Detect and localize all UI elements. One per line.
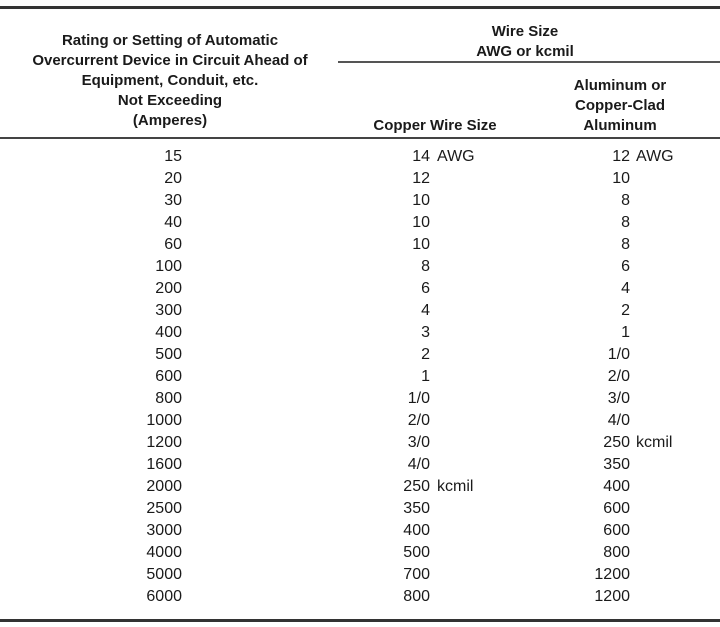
header-rating-line: Equipment, Conduit, etc. (81, 72, 259, 89)
table-row (0, 212, 720, 234)
copper-size-cell: 350 (403, 500, 430, 517)
rating-cell: 4000 (146, 544, 182, 561)
aluminum-size-cell: 8 (621, 192, 630, 209)
rating-cell: 6000 (146, 588, 182, 605)
aluminum-unit-cell: AWG (636, 148, 674, 165)
copper-size-cell: 800 (403, 588, 430, 605)
header-group-rule (338, 61, 720, 63)
copper-size-cell: 2 (421, 346, 430, 363)
copper-size-cell: 10 (412, 192, 430, 209)
copper-size-cell: 8 (421, 258, 430, 275)
aluminum-size-cell: 400 (603, 478, 630, 495)
aluminum-size-cell: 600 (603, 500, 630, 517)
aluminum-size-cell: 4/0 (607, 412, 630, 429)
rating-cell: 15 (164, 148, 182, 165)
rating-cell: 300 (155, 302, 182, 319)
rating-cell: 5000 (146, 566, 182, 583)
table-row (0, 234, 720, 256)
table-row (0, 498, 720, 520)
aluminum-size-cell: 350 (603, 456, 630, 473)
table-row (0, 542, 720, 564)
table-row (0, 410, 720, 432)
aluminum-size-cell: 1/0 (607, 346, 630, 363)
aluminum-size-cell: 8 (621, 236, 630, 253)
rating-cell: 200 (155, 280, 182, 297)
rating-cell: 30 (164, 192, 182, 209)
rating-cell: 2000 (146, 478, 182, 495)
copper-size-cell: 3/0 (407, 434, 430, 451)
header-copper (340, 116, 530, 136)
header-aluminum-line: Copper-Clad (575, 97, 665, 114)
aluminum-size-cell: 3/0 (607, 390, 630, 407)
aluminum-size-cell: 1200 (594, 588, 630, 605)
table-row (0, 322, 720, 344)
table-row (0, 300, 720, 322)
rating-cell: 1200 (146, 434, 182, 451)
copper-size-cell: 1 (421, 368, 430, 385)
rating-cell: 20 (164, 170, 182, 187)
copper-size-cell: 400 (403, 522, 430, 539)
aluminum-size-cell: 2 (621, 302, 630, 319)
rating-cell: 1600 (146, 456, 182, 473)
aluminum-size-cell: 6 (621, 258, 630, 275)
table-row (0, 564, 720, 586)
aluminum-size-cell: 12 (612, 148, 630, 165)
table-row (0, 520, 720, 542)
table-body (0, 146, 720, 608)
aluminum-size-cell: 600 (603, 522, 630, 539)
header-group-line: Wire Size (491, 23, 559, 40)
table-row (0, 366, 720, 388)
table-row (0, 388, 720, 410)
header-rating-line: Not Exceeding (117, 92, 223, 109)
table-row (0, 344, 720, 366)
table-row (0, 476, 720, 498)
header-rating-line: (Amperes) (132, 112, 208, 129)
copper-size-cell: 2/0 (407, 412, 430, 429)
table-row (0, 432, 720, 454)
table-row (0, 146, 720, 168)
rating-cell: 600 (155, 368, 182, 385)
rating-cell: 2500 (146, 500, 182, 517)
copper-size-cell: 500 (403, 544, 430, 561)
header-aluminum (540, 76, 700, 136)
copper-size-cell: 3 (421, 324, 430, 341)
copper-size-cell: 4/0 (407, 456, 430, 473)
aluminum-size-cell: 2/0 (607, 368, 630, 385)
header-aluminum-line: Aluminum (583, 117, 657, 134)
rating-cell: 500 (155, 346, 182, 363)
rating-cell: 800 (155, 390, 182, 407)
aluminum-size-cell: 1200 (594, 566, 630, 583)
header-aluminum-line: Aluminum or (573, 77, 667, 94)
rating-cell: 100 (155, 258, 182, 275)
copper-size-cell: 4 (421, 302, 430, 319)
aluminum-size-cell: 4 (621, 280, 630, 297)
table-row (0, 586, 720, 608)
copper-unit-cell: kcmil (437, 478, 474, 495)
header-copper-line: Copper Wire Size (373, 117, 497, 134)
header-group-line: AWG or kcmil (476, 43, 574, 60)
aluminum-unit-cell: kcmil (636, 434, 673, 451)
header-wire-size-group (420, 22, 630, 62)
header-rating-line: Overcurrent Device in Circuit Ahead of (32, 52, 308, 69)
rating-cell: 3000 (146, 522, 182, 539)
aluminum-size-cell: 8 (621, 214, 630, 231)
table-bottom-rule (0, 619, 720, 622)
rating-cell: 40 (164, 214, 182, 231)
aluminum-size-cell: 250 (603, 434, 630, 451)
copper-unit-cell: AWG (437, 148, 475, 165)
header-rating (0, 31, 340, 131)
table-row (0, 278, 720, 300)
table-row (0, 454, 720, 476)
aluminum-size-cell: 10 (612, 170, 630, 187)
copper-size-cell: 10 (412, 236, 430, 253)
table-row (0, 256, 720, 278)
copper-size-cell: 14 (412, 148, 430, 165)
rating-cell: 1000 (146, 412, 182, 429)
header-rating-line: Rating or Setting of Automatic (61, 32, 279, 49)
copper-size-cell: 6 (421, 280, 430, 297)
rating-cell: 400 (155, 324, 182, 341)
table-row (0, 190, 720, 212)
table-top-rule (0, 6, 720, 9)
copper-size-cell: 10 (412, 214, 430, 231)
aluminum-size-cell: 1 (621, 324, 630, 341)
copper-size-cell: 700 (403, 566, 430, 583)
copper-size-cell: 1/0 (407, 390, 430, 407)
aluminum-size-cell: 800 (603, 544, 630, 561)
header-bottom-rule (0, 137, 720, 139)
table-row (0, 168, 720, 190)
copper-size-cell: 12 (412, 170, 430, 187)
rating-cell: 60 (164, 236, 182, 253)
copper-size-cell: 250 (403, 478, 430, 495)
